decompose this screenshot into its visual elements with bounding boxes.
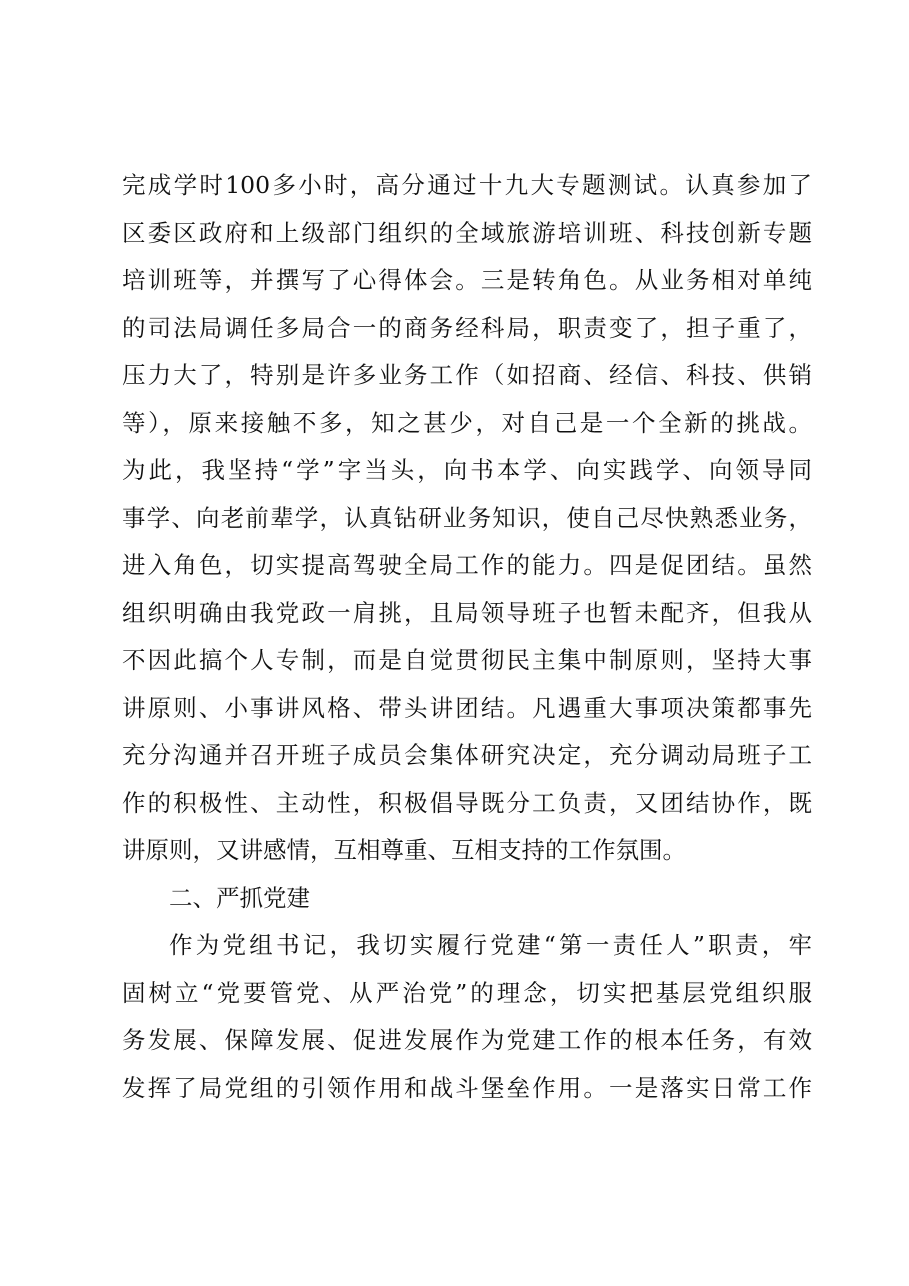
paragraph-line: 进入角色，切实提高驾驶全局工作的能力。四是促团结。虽然 [122,551,812,579]
paragraph-line: 发挥了局党组的引领作用和战斗堡垒作用。一是落实日常工作 [122,1073,812,1102]
section-heading: 二、严抓党建 [169,883,310,912]
paragraph-line: 讲原则、小事讲风格、带头讲团结。凡遇重大事项决策都事先 [122,693,812,722]
paragraph-line: 不因此搞个人专制，而是自觉贯彻民主集中制原则，坚持大事 [122,646,812,674]
paragraph-2 [122,922,812,1112]
document-body [122,162,812,1112]
paragraph-line: 事学、向老前辈学，认真钻研业务知识，使自己尽快熟悉业务， [122,503,812,532]
paragraph-line: 务发展、保障发展、促进发展作为党建工作的根本任务，有效 [122,1026,812,1054]
paragraph-line: 等），原来接触不多，知之甚少，对自己是一个全新的挑战。 [122,408,812,437]
paragraph-line: 充分沟通并召开班子成员会集体研究决定，充分调动局班子工 [122,741,812,769]
paragraph-line: 压力大了，特别是许多业务工作（如招商、经信、科技、供销 [122,361,812,389]
paragraph-line: 讲原则，又讲感情，互相尊重、互相支持的工作氛围。 [122,836,686,864]
paragraph-line: 组织明确由我党政一肩挑，且局领导班子也暂未配齐，但我从 [122,598,812,627]
paragraph-line: 为此，我坚持“学”字当头，向书本学、向实践学、向领导同 [122,456,812,484]
paragraph-line: 固树立“党要管党、从严治党”的理念，切实把基层党组织服 [122,978,812,1007]
paragraph-line: 完成学时100多小时，高分通过十九大专题测试。认真参加了 [122,171,812,199]
paragraph-line: 培训班等，并撰写了心得体会。三是转角色。从业务相对单纯 [122,266,812,294]
paragraph-1 [122,162,812,875]
paragraph-line: 作为党组书记，我切实履行党建“第一责任人”职责，牢 [169,931,812,959]
paragraph-line: 作的积极性、主动性，积极倡导既分工负责，又团结协作，既 [122,788,812,817]
paragraph-line: 区委区政府和上级部门组织的全域旅游培训班、科技创新专题 [122,218,812,247]
paragraph-line: 的司法局调任多局合一的商务经科局，职责变了，担子重了， [122,313,812,342]
